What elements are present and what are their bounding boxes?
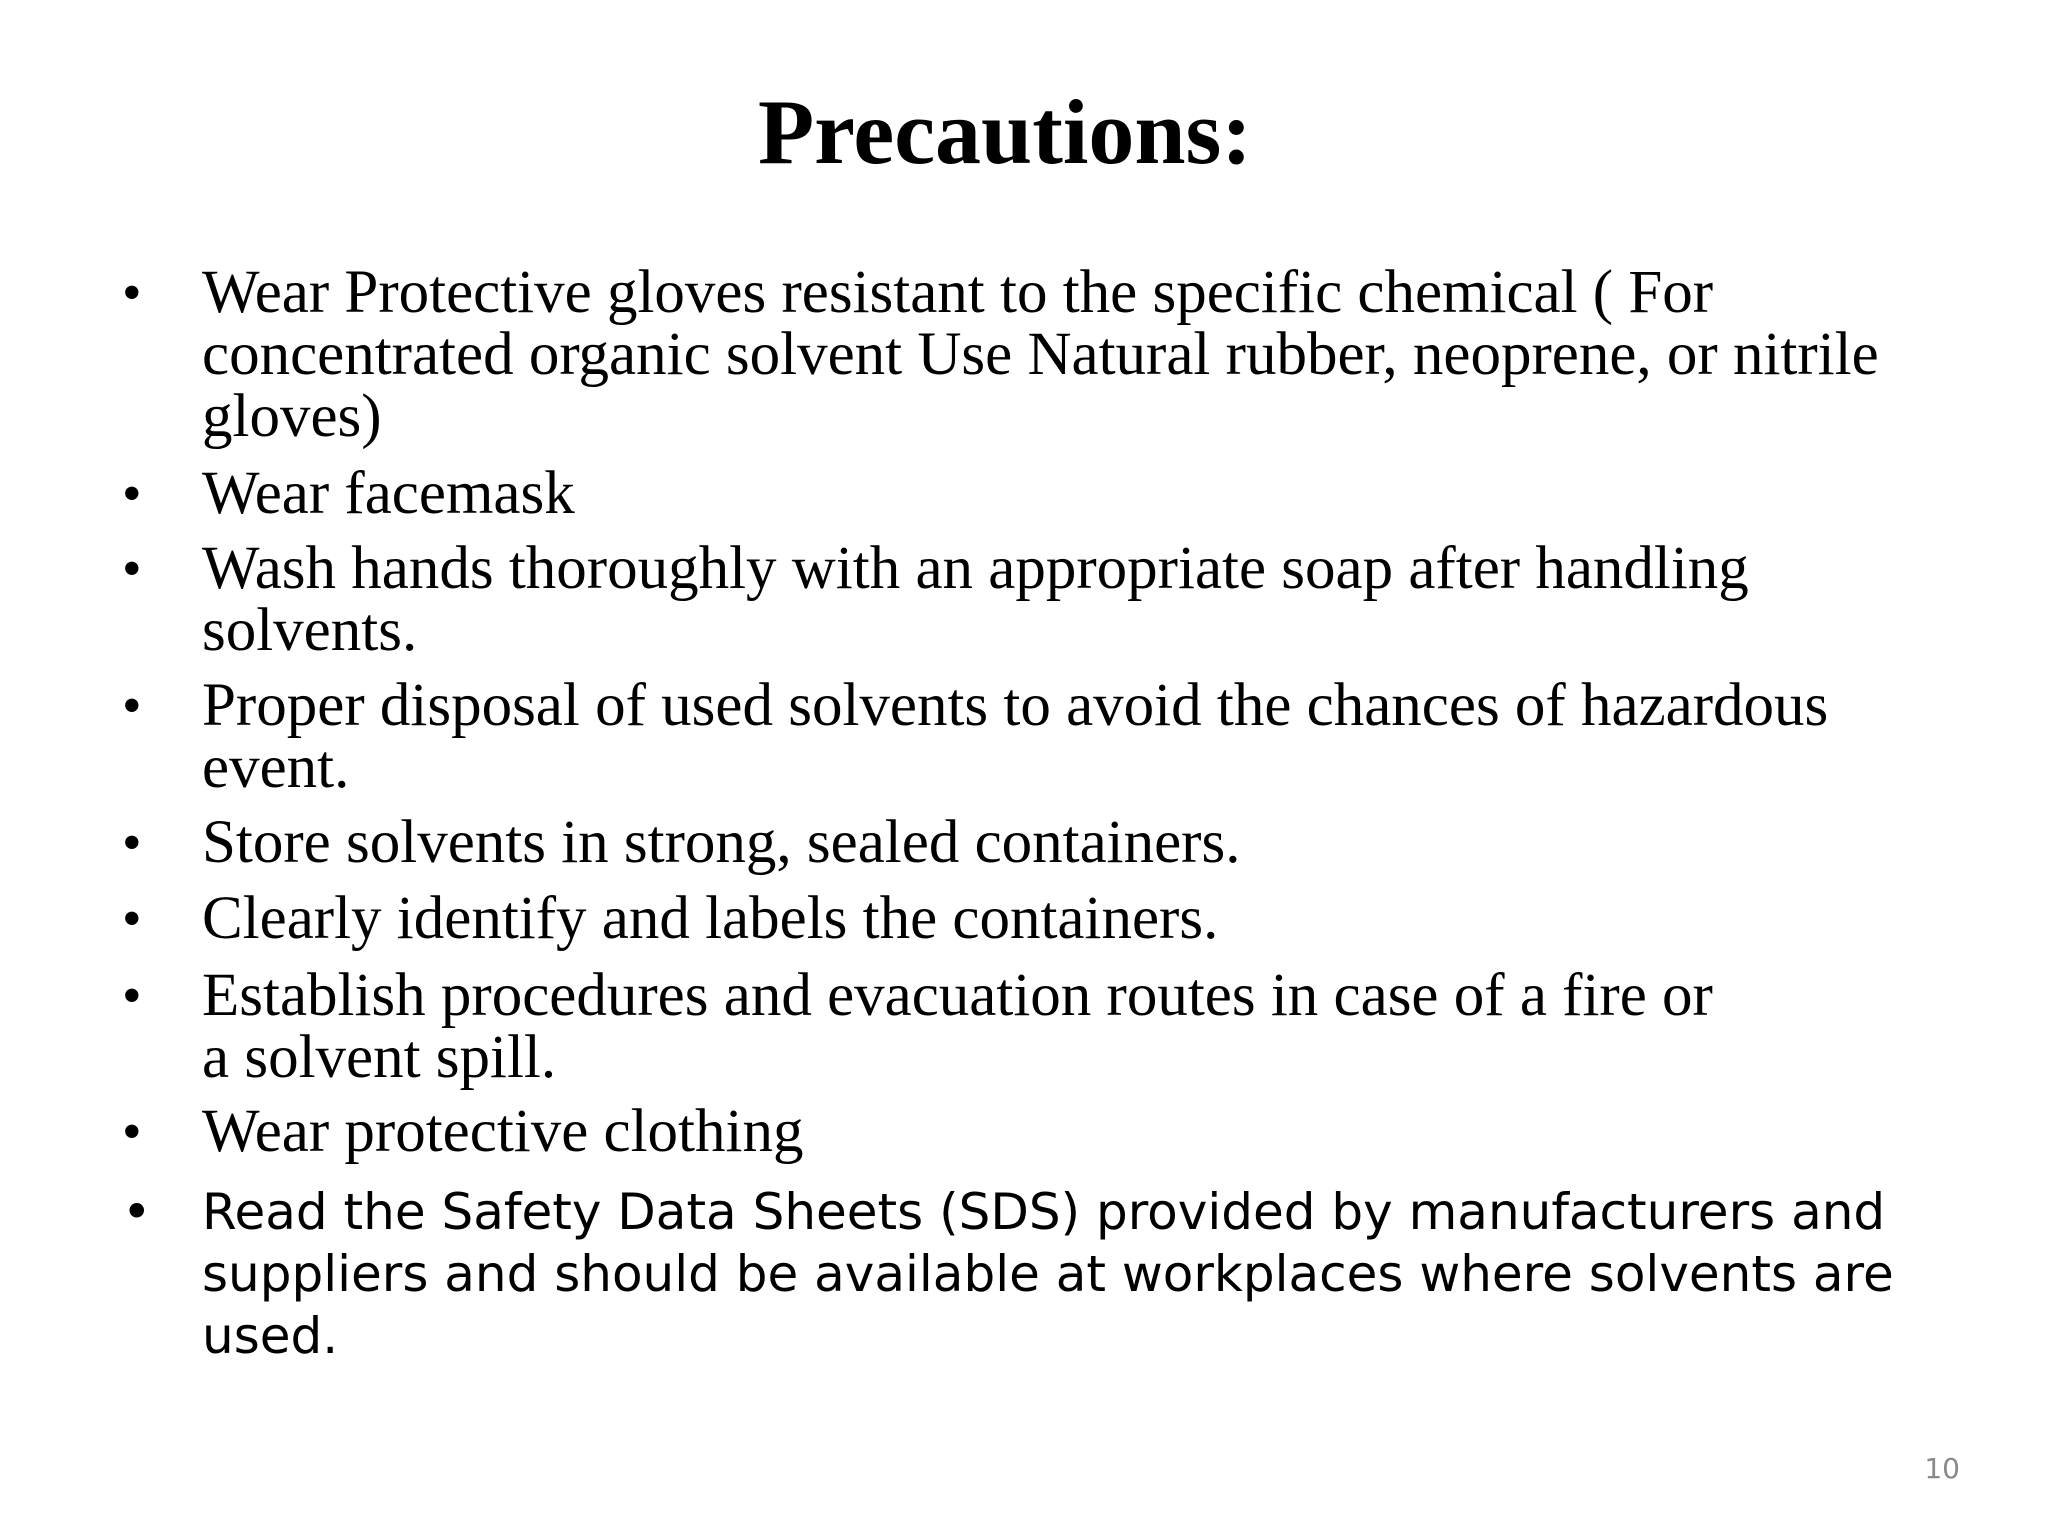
list-item-text	[202, 535, 1992, 664]
bullet-icon: •	[122, 538, 142, 600]
bullet-icon: •	[122, 463, 142, 525]
page-number: 10	[1924, 1452, 1960, 1485]
list-item-line: Wear protective clothing	[202, 1098, 804, 1165]
list-item-text	[202, 460, 1992, 527]
list-item-text	[202, 809, 1992, 876]
list-item-line: Establish procedures and evacuation routes in case of a fire or	[202, 962, 1713, 1029]
list-item-line: gloves)	[202, 383, 382, 450]
slide-title: Precautions:	[757, 81, 1252, 183]
list-item-line: event.	[202, 734, 350, 801]
bullet-icon: •	[122, 812, 142, 874]
list-item-text	[202, 1098, 1992, 1165]
list-item-text	[202, 1181, 1992, 1367]
list-item-line: Wear Protective gloves resistant to the specific chemical ( For	[202, 259, 1714, 326]
list-item-text	[202, 259, 1992, 450]
list-item-line: Read the Safety Data Sheets (SDS) provided by manufacturers and	[202, 1183, 1886, 1241]
bullet-icon: •	[122, 1101, 142, 1163]
list-item-line: used.	[202, 1307, 339, 1365]
bullet-icon: •	[122, 888, 142, 950]
list-item-line: a solvent spill.	[202, 1024, 557, 1091]
list-item-text	[202, 672, 1992, 801]
list-item-line: Store solvents in strong, sealed containers.	[202, 809, 1241, 876]
bullet-icon: •	[122, 675, 142, 737]
list-item-line: Proper disposal of used solvents to avoid the chances of hazardous	[202, 672, 1829, 739]
list-item-text	[202, 885, 1992, 952]
list-item-text	[202, 962, 1992, 1091]
list-item-line: solvents.	[202, 597, 418, 664]
list-item-line: suppliers and should be available at workplaces where solvents are	[202, 1245, 1894, 1303]
list-item-line: Wash hands thoroughly with an appropriate soap after handling	[202, 535, 1749, 602]
bullet-icon: •	[122, 262, 142, 324]
list-item-line: Clearly identify and labels the containers.	[202, 885, 1219, 952]
bullet-icon: •	[122, 1183, 152, 1241]
bullet-icon: •	[122, 965, 142, 1027]
list-item-line: concentrated organic solvent Use Natural rubber, neoprene, or nitrile	[202, 321, 1879, 388]
list-item-line: Wear facemask	[202, 460, 575, 527]
